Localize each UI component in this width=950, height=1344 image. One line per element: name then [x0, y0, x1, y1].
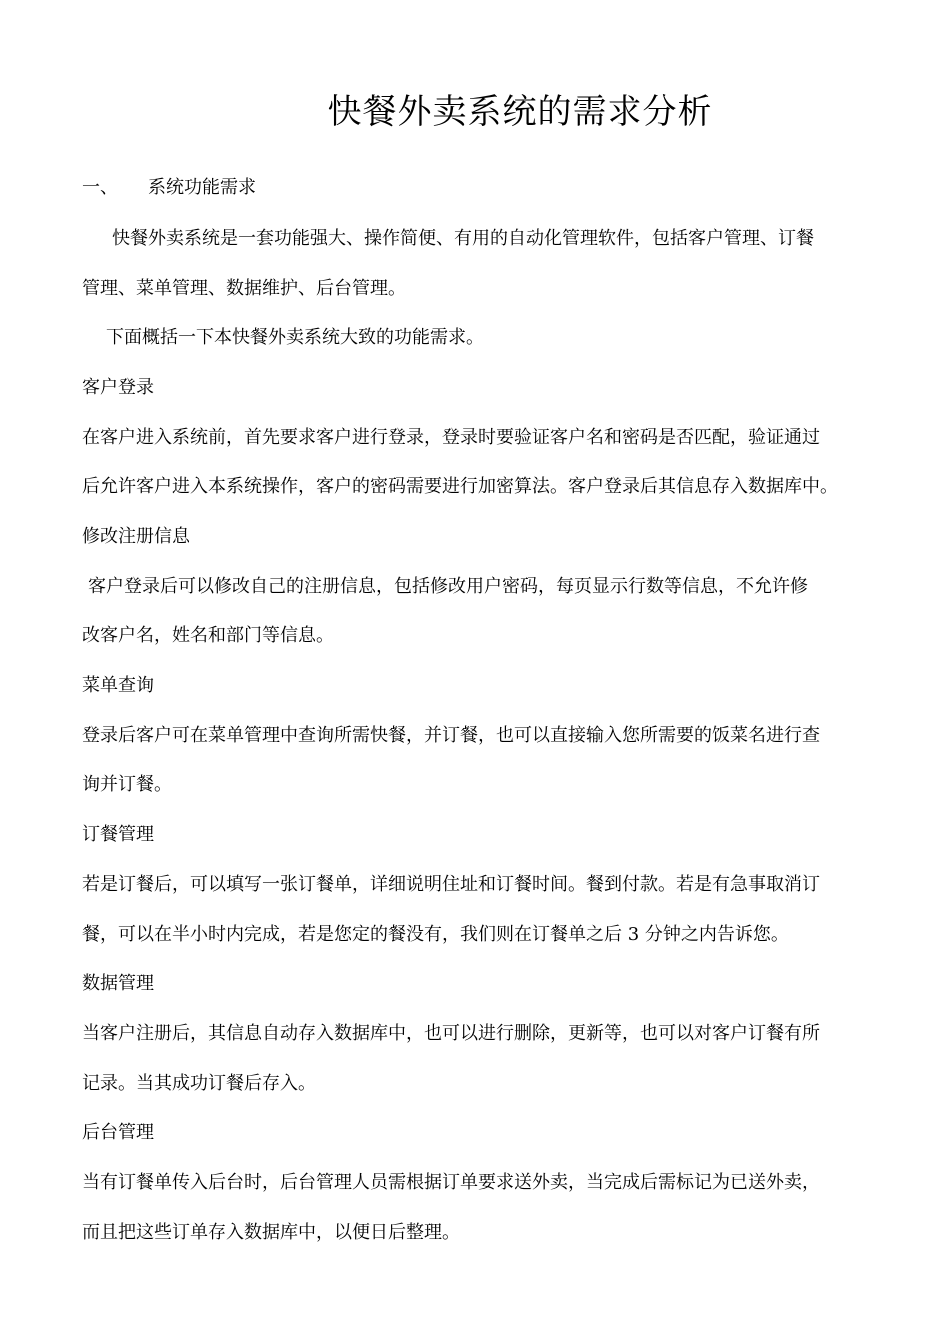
section-number: 一、 — [82, 177, 118, 198]
feature-backend-line-2: 而且把这些订单存入数据库中，以便日后整理。 — [82, 1222, 460, 1243]
feature-login-line-2: 后允许客户进入本系统操作，客户的密码需要进行加密算法。客户登录后其信息存入数据库中。 — [82, 476, 838, 497]
feature-menu-line-1: 登录后客户可在菜单管理中查询所需快餐，并订餐，也可以直接输入您所需要的饭菜名进行查 — [82, 725, 820, 746]
overview-line: 下面概括一下本快餐外卖系统大致的功能需求。 — [106, 327, 484, 348]
feature-heading-backend-management: 后台管理 — [82, 1122, 154, 1143]
document-title: 快餐外卖系统的需求分析 — [327, 92, 713, 132]
section-heading — [82, 175, 256, 201]
feature-heading-menu-query: 菜单查询 — [82, 675, 154, 696]
feature-heading-login: 客户登录 — [82, 377, 154, 398]
feature-menu-line-2: 询并订餐。 — [82, 774, 172, 795]
feature-login-line-1: 在客户进入系统前，首先要求客户进行登录，登录时要验证客户名和密码是否匹配，验证通过 — [82, 427, 820, 448]
feature-backend-line-1: 当有订餐单传入后台时，后台管理人员需根据订单要求送外卖，当完成后需标记为已送外卖， — [82, 1172, 820, 1193]
intro-line-2: 管理、菜单管理、数据维护、后台管理。 — [82, 278, 406, 299]
feature-edit-line-1: 客户登录后可以修改自己的注册信息，包括修改用户密码，每页显示行数等信息，不允许修 — [88, 576, 808, 597]
feature-order-line-1: 若是订餐后，可以填写一张订餐单，详细说明住址和订餐时间。餐到付款。若是有急事取消订 — [82, 874, 820, 895]
feature-data-line-1: 当客户注册后，其信息自动存入数据库中，也可以进行删除，更新等，也可以对客户订餐有所 — [82, 1023, 820, 1044]
feature-edit-line-2: 改客户名，姓名和部门等信息。 — [82, 625, 334, 646]
feature-heading-order-management: 订餐管理 — [82, 824, 154, 845]
feature-heading-data-management: 数据管理 — [82, 973, 154, 994]
feature-data-line-2: 记录。当其成功订餐后存入。 — [82, 1073, 316, 1094]
section-heading-text: 系统功能需求 — [148, 177, 256, 198]
feature-order-line-2: 餐，可以在半小时内完成，若是您定的餐没有，我们则在订餐单之后 3 分钟之内告诉您。 — [82, 924, 789, 945]
intro-line-1: 快餐外卖系统是一套功能强大、操作简便、有用的自动化管理软件，包括客户管理、订餐 — [112, 228, 814, 249]
feature-heading-edit-registration: 修改注册信息 — [82, 526, 190, 547]
